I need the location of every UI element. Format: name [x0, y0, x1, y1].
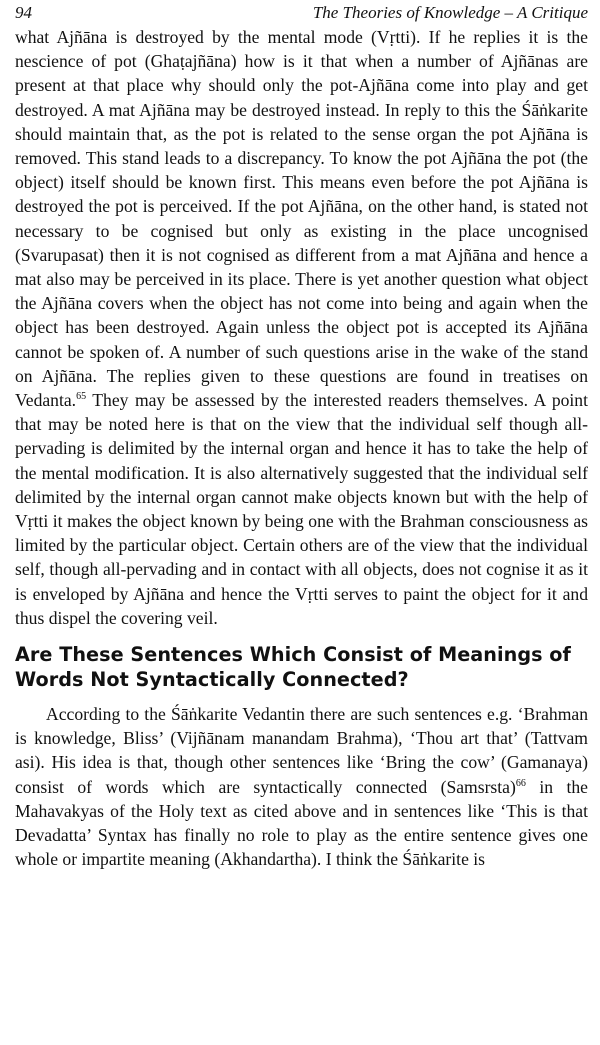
- body-paragraph-2: [15, 702, 588, 871]
- running-title: The Theories of Knowledge – A Critique: [312, 3, 588, 22]
- paragraph-text: what Ajñāna is destroyed by the mental mode (Vṛtti). If he replies it is the nescience of pot (Ghaṭajñāna) how is it that when a number of Ajñānas are present at that place why should only the pot-Ajñāna come into play and get destroyed. A mat Ajñāna may be destroyed instead. In reply to this the Śāṅkarite should maintain that, as the pot is related to the sense organ the pot Ajñāna is removed. This stand leads to a discrepancy. To know the pot Ajñāna the pot (the object) itself should be known first. This means even before the pot Ajñāna is destroyed the pot is perceived. If the pot Ajñāna, on the other hand, is stated not necessary to be cognised but only as existing in the place uncognised (Svarupasat) then it is not cognised as different from a mat Ajñāna and hence a mat also may be perceived in its place. There is yet another question what object the Ajñāna covers when the object has not come into being and again when the object has been destroyed. Again unless the object pot is accepted its Ajñāna cannot be spoken of. A number of such questions arise in the wake of the stand on Ajñāna. The replies given to these questions are found in treatises on Vedanta.: [15, 27, 588, 411]
- section-heading: Are These Sentences Which Consist of Meanings of Words Not Syntactically Connected?: [15, 643, 571, 692]
- running-header: [15, 2, 588, 24]
- page-number: 94: [15, 3, 32, 22]
- paragraph-text: in the Mahavakyas of the Holy text as cited above and in sentences like ‘This is that Devadatta’ Syntax has finally no role to play as the entire sentence gives one whole or impartite meaning (Akhandartha). I think the Śāṅkarite is: [15, 776, 588, 870]
- paragraph-text: According to the Śāṅkarite Vedantin there are such sentences e.g. ‘Brahman is knowledge, Bliss’ (Vijñānam manandam Brahma), ‘Thou art that’ (Tattvam asi). His idea is that, though other sentences like ‘Bring the cow’ (Gamanaya) consist of words which are syntactically connected (Samsrsta): [15, 704, 588, 797]
- footnote-marker[interactable]: 65: [76, 391, 87, 403]
- footnote-marker[interactable]: 66: [515, 777, 526, 789]
- body-paragraph-1: [15, 25, 588, 630]
- paragraph-text: They may be assessed by the interested readers themselves. A point that may be noted here is that on the view that the individual self though all-pervading is delimited by the internal organ and hence it has to take the help of the mental modification. It is also alternatively suggested that the individual self delimited by the internal organ cannot make objects known but with the help of Vṛtti it makes the object known by being one with the Brahman consciousness as limited by the particular object. Certain others are of the view that the individual self, though all-pervading and in contact with all objects, does not cognise it as it is enveloped by Ajñāna and hence the Vṛtti serves to paint the object for it and thus dispel the covering veil.: [15, 390, 588, 628]
